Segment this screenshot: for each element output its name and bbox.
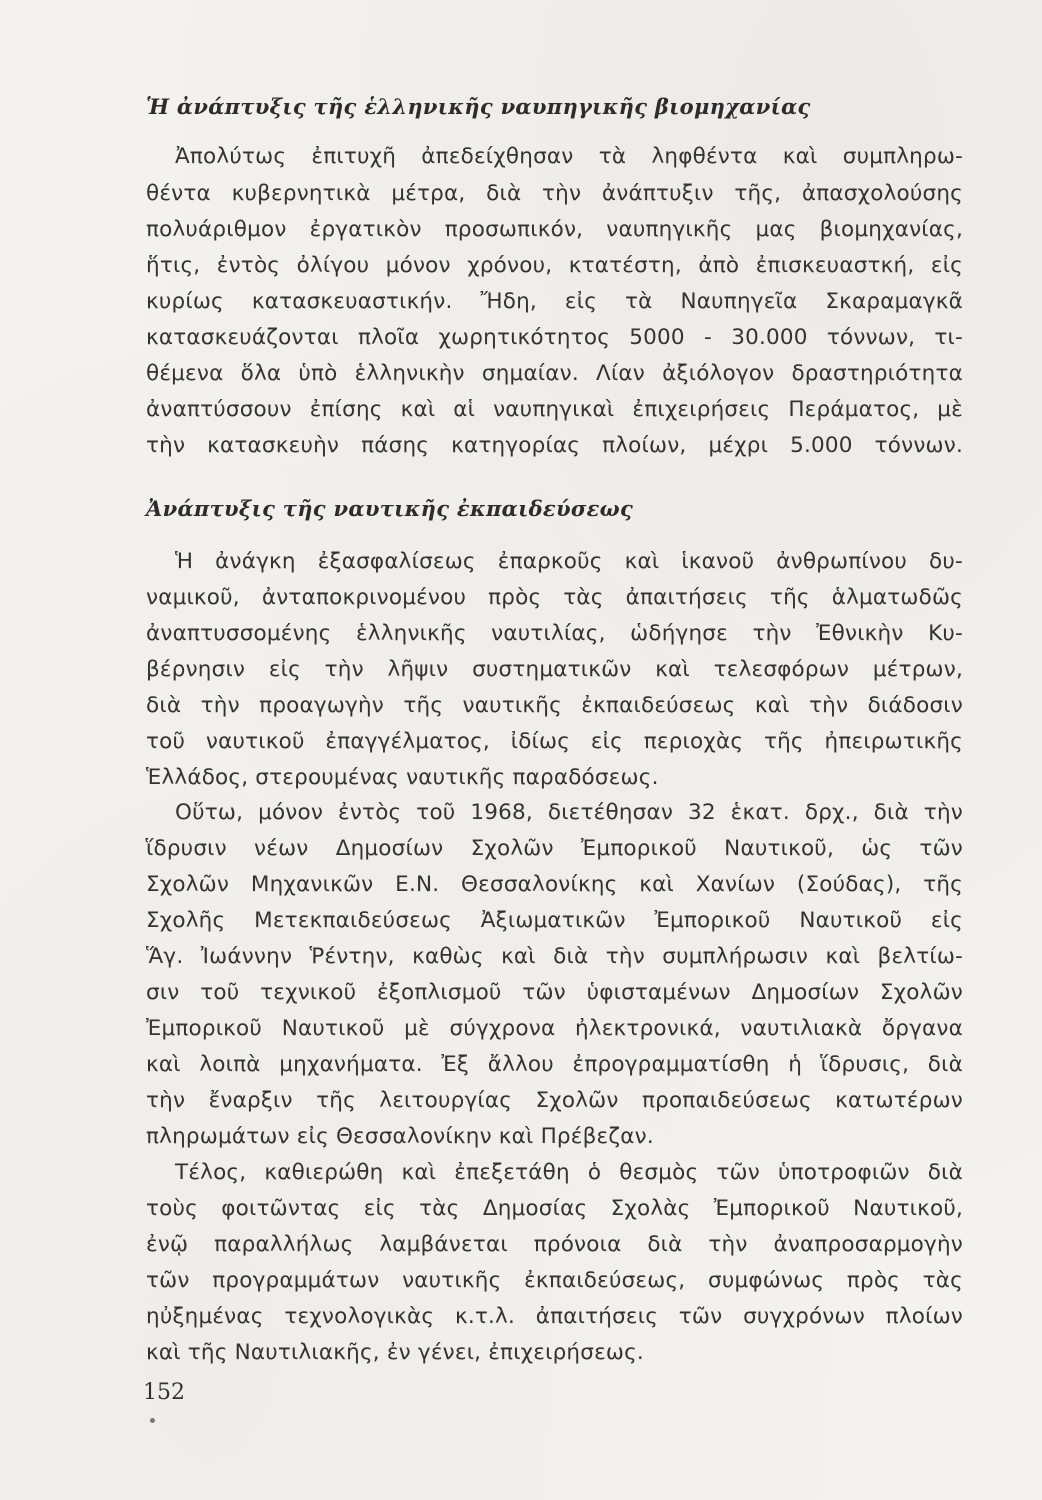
paragraph-line: Οὕτω, μόνον ἐντὸς τοῦ 1968, διετέθησαν 32 ἑκατ. δρχ., διὰ τὴν (175, 800, 963, 825)
paragraph-line: διὰ τὴν προαγωγὴν τῆς ναυτικῆς ἐκπαιδεύσεως καὶ τὴν διάδοσιν (146, 693, 963, 718)
paragraph-line: τοῦ ναυτικοῦ ἐπαγγέλματος, ἰδίως εἰς περιοχὰς τῆς ἠπειρωτικῆς (146, 729, 963, 754)
section-heading-maritime-education: Ἀνάπτυξις τῆς ναυτικῆς ἐκπαιδεύσεως (146, 496, 634, 521)
paragraph-line: Ἅγ. Ἰωάννην Ῥέντην, καθὼς καὶ διὰ τὴν συμπλήρωσιν καὶ βελτίω- (146, 944, 963, 969)
paragraph-line: ναμικοῦ, ἀνταποκρινομένου πρὸς τὰς ἀπαιτήσεις τῆς ἁλματωδῶς (146, 585, 963, 610)
paragraph-line: Ἡ ἀνάγκη ἐξασφαλίσεως ἐπαρκοῦς καὶ ἱκανοῦ ἀνθρωπίνου δυ- (175, 549, 963, 574)
paragraph-line: πολυάριθμον ἐργατικὸν προσωπικόν, ναυπηγικῆς μας βιομηχανίας, (146, 217, 963, 242)
paragraph-line: κυρίως κατασκευαστικήν. Ἤδη, εἰς τὰ Ναυπηγεῖα Σκαραμαγκᾶ (146, 289, 963, 314)
paragraph-line: πληρωμάτων εἰς Θεσσαλονίκην καὶ Πρέβεζαν. (146, 1124, 654, 1149)
paragraph-line: τοὺς φοιτῶντας εἰς τὰς Δημοσίας Σχολὰς Ἐμπορικοῦ Ναυτικοῦ, (146, 1196, 963, 1221)
paragraph-line: σιν τοῦ τεχνικοῦ ἐξοπλισμοῦ τῶν ὑφισταμένων Δημοσίων Σχολῶν (146, 980, 963, 1005)
paragraph-line: ἀναπτυσσομένης ἑλληνικῆς ναυτιλίας, ὡδήγησε τὴν Ἐθνικὴν Κυ- (146, 621, 963, 646)
paragraph-line: καὶ τῆς Ναυτιλιακῆς, ἐν γένει, ἐπιχειρήσεως. (146, 1340, 644, 1365)
paragraph-line: Ἀπολύτως ἐπιτυχῆ ἀπεδείχθησαν τὰ ληφθέντα καὶ συμπληρω- (175, 144, 963, 169)
paragraph-line: ηὐξημένας τεχνολογικὰς κ.τ.λ. ἀπαιτήσεις τῶν συγχρόνων πλοίων (146, 1304, 963, 1329)
paragraph-line: ἀναπτύσσουν ἐπίσης καὶ αἱ ναυπηγικαὶ ἐπιχειρήσεις Περάματος, μὲ (146, 397, 963, 422)
paragraph-line: κατασκευάζονται πλοῖα χωρητικότητος 5000 - 30.000 τόννων, τι- (146, 325, 963, 350)
ink-speck (150, 1418, 155, 1423)
page-number: 152 (143, 1380, 185, 1405)
paragraph-line: βέρνησιν εἰς τὴν λῆψιν συστηματικῶν καὶ τελεσφόρων μέτρων, (146, 657, 963, 682)
paragraph-line: θέντα κυβερνητικὰ μέτρα, διὰ τὴν ἀνάπτυξιν τῆς, ἀπασχολούσης (146, 181, 963, 206)
paragraph-line: θέμενα ὅλα ὑπὸ ἑλληνικὴν σημαίαν. Λίαν ἀξιόλογον δραστηριότητα (146, 361, 963, 386)
paragraph-line: Ἐμπορικοῦ Ναυτικοῦ μὲ σύγχρονα ἠλεκτρονικά, ναυτιλιακὰ ὄργανα (146, 1016, 963, 1041)
paragraph-line: τῶν προγραμμάτων ναυτικῆς ἐκπαιδεύσεως, συμφώνως πρὸς τὰς (146, 1268, 963, 1293)
paragraph-line: τὴν κατασκευὴν πάσης κατηγορίας πλοίων, μέχρι 5.000 τόννων. (146, 433, 963, 458)
paragraph-line: Ἑλλάδος, στερουμένας ναυτικῆς παραδόσεως. (146, 765, 659, 790)
paragraph-line: ἥτις, ἐντὸς ὀλίγου μόνον χρόνου, κτατέστη, ἀπὸ ἐπισκευαστκή, εἰς (146, 253, 963, 278)
paragraph-line: ἵδρυσιν νέων Δημοσίων Σχολῶν Ἐμπορικοῦ Ναυτικοῦ, ὡς τῶν (146, 836, 963, 861)
paragraph-line: καὶ λοιπὰ μηχανήματα. Ἐξ ἄλλου ἐπρογραμματίσθη ἡ ἵδρυσις, διὰ (146, 1052, 963, 1077)
paragraph-line: Τέλος, καθιερώθη καὶ ἐπεξετάθη ὁ θεσμὸς τῶν ὑποτροφιῶν διὰ (175, 1160, 963, 1185)
paragraph-line: τὴν ἔναρξιν τῆς λειτουργίας Σχολῶν προπαιδεύσεως κατωτέρων (146, 1088, 963, 1113)
paragraph-line: Σχολῆς Μετεκπαιδεύσεως Ἀξιωματικῶν Ἐμπορικοῦ Ναυτικοῦ εἰς (146, 908, 963, 933)
paragraph-line: ἐνῷ παραλλήλως λαμβάνεται πρόνοια διὰ τὴν ἀναπροσαρμογὴν (146, 1232, 963, 1257)
section-heading-shipbuilding: Ἡ ἀνάπτυξις τῆς ἑλληνικῆς ναυπηγικῆς βιομηχανίας (146, 94, 811, 119)
paragraph-line: Σχολῶν Μηχανικῶν Ε.Ν. Θεσσαλονίκης καὶ Χανίων (Σούδας), τῆς (146, 872, 963, 897)
